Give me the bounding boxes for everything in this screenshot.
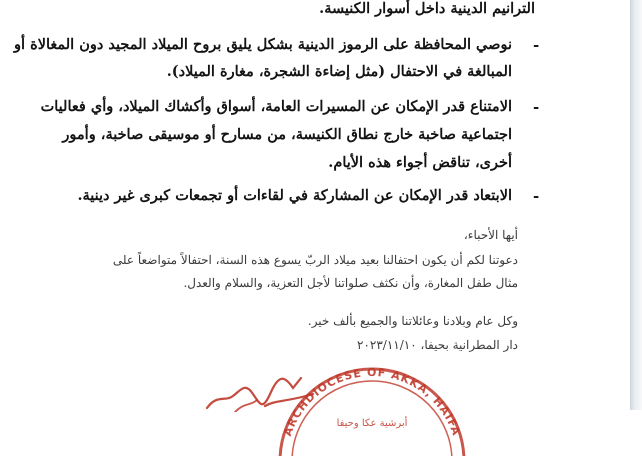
bullet-3-marker: -: [533, 98, 540, 116]
bullet-3-line-3: أخرى، تناقض أجواء هذه الأيام.: [328, 154, 512, 171]
place-and-date: دار المطرانية بحيفا، ٢٠٢٣/١١/١٠: [357, 338, 518, 352]
page-edge-shadow: [630, 0, 642, 410]
bullet-1-line-1: الترانيم الدينية داخل أسوار الكنيسة.: [319, 0, 535, 17]
stamp-text-top: ARCHDIOCESE OF AKKA, HAIFA: [280, 366, 464, 438]
bullet-4-line-1: الابتعاد قدر الإمكان عن المشاركة في لقاءات أو تجمعات كبرى غير دينية.: [77, 187, 512, 204]
signature: [205, 372, 315, 412]
closing-salutation: أيها الأحباء،: [463, 228, 518, 242]
bullet-3-line-2: اجتماعية صاخبة خارج نطاق الكنيسة، من مسارح أو موسيقى صاخبة، وأمور: [62, 126, 512, 143]
stamp-text-arabic: أبرشية عكا وحيفا: [336, 418, 408, 429]
bullet-2-line-2: المبالغة في الاحتفال (مثل إضاءة الشجرة، مغارة الميلاد).: [166, 63, 512, 80]
closing-greeting: وكل عام وبلادنا وعائلاتنا والجميع بألف خير.: [307, 314, 518, 328]
bullet-2-line-1: نوصي المحافظة على الرموز الدينية بشكل يليق بروح الميلاد المجيد دون المغالاة أو: [14, 36, 512, 53]
closing-body-line-2: مثال طفل المغارة، وأن نكثف صلواتنا لأجل التعزية، والسلام والعدل.: [183, 276, 518, 290]
closing-body-line-1: دعوتنا لكم أن يكون احتفالنا بعيد ميلاد الربّ يسوع هذه السنة، احتفالاً متواضعاً على: [112, 253, 518, 267]
bullet-2-marker: -: [533, 36, 540, 54]
bullet-4-marker: -: [533, 187, 540, 205]
bullet-3-line-1: الامتناع قدر الإمكان عن المسيرات العامة، أسواق وأكشاك الميلاد، وأي فعاليات: [40, 98, 512, 115]
